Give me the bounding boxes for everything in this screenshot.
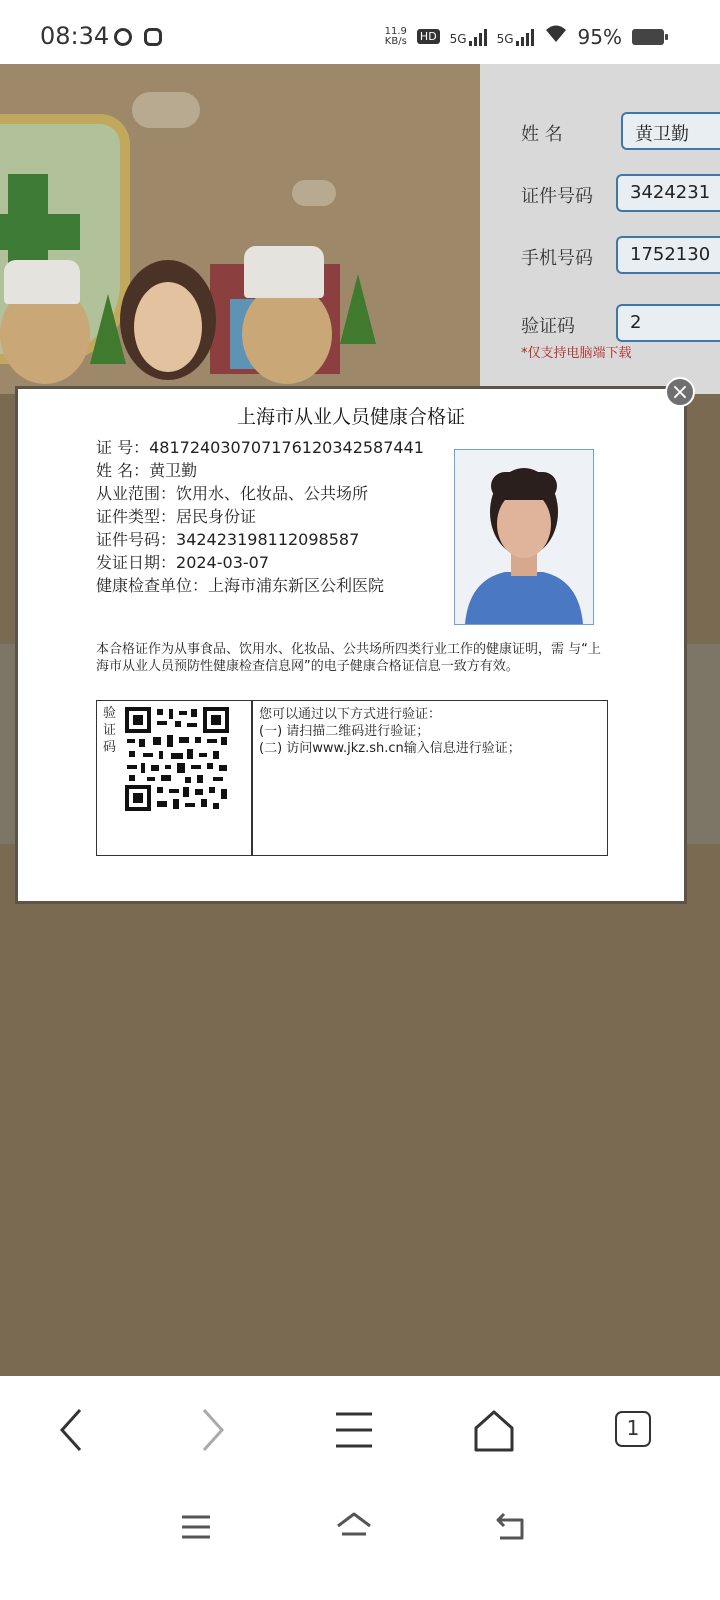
id-photo [454, 449, 594, 625]
home-icon[interactable] [472, 1408, 516, 1456]
wifi-icon [544, 24, 568, 49]
tabs-icon[interactable]: 1 [615, 1411, 651, 1447]
id-type-row: 证件类型：居民身份证 [96, 507, 257, 526]
system-nav-bar [0, 1488, 720, 1600]
net-speed: 11.9 KB/s [384, 25, 407, 47]
system-back-icon[interactable] [494, 1510, 526, 1546]
clock: 08:34 [40, 22, 110, 50]
hero-illustration [0, 64, 480, 394]
signal-1-icon: 5G [450, 28, 487, 46]
issue-date-row: 发证日期：2024-03-07 [96, 553, 269, 572]
name-label: 姓 名 [521, 124, 563, 145]
verify-divider [251, 701, 253, 855]
download-note: *仅支持电脑端下载 [521, 346, 632, 361]
verify-label: 验证码 [103, 706, 117, 755]
qr-code-icon[interactable] [125, 707, 229, 811]
forward-icon[interactable] [198, 1406, 228, 1458]
battery-icon [632, 29, 664, 45]
work-scope-row: 从业范围：饮用水、化妆品、公共场所 [96, 484, 369, 503]
id-number-input[interactable]: 3424231 [616, 174, 720, 212]
id-number-row: 证件号码：342423198112098587 [96, 530, 360, 549]
verify-method-1: (一) 请扫描二维码进行验证； [259, 724, 430, 739]
notification-icon [114, 28, 132, 46]
holder-name-row: 姓 名：黄卫勤 [96, 461, 198, 480]
phone-input[interactable]: 1752130 [616, 236, 720, 274]
certificate-modal [18, 389, 684, 901]
captcha-label: 验证码 [521, 316, 575, 337]
system-home-icon[interactable] [334, 1510, 374, 1546]
verify-method-2[interactable]: (二) 访问www.jkz.sh.cn输入信息进行验证； [259, 741, 521, 756]
verification-box [96, 700, 608, 856]
exam-unit-row: 健康检查单位：上海市浦东新区公利医院 [96, 576, 385, 595]
browser-nav-bar [0, 1376, 720, 1488]
certificate-title: 上海市从业人员健康合格证 [236, 406, 465, 428]
battery-percent: 95% [577, 24, 622, 49]
close-icon[interactable]: × [665, 377, 695, 407]
menu-icon[interactable] [334, 1410, 374, 1454]
hd-icon: HD [417, 29, 440, 44]
certificate-statement: 本合格证作为从事食品、饮用水、化妆品、公共场所四类行业工作的健康证明，需 与“上海市从业人员预防性健康检查信息网”的电子健康合格证信息一致方有效。 [96, 642, 601, 674]
status-bar [0, 0, 720, 64]
app-notification-icon [144, 28, 162, 46]
back-icon[interactable] [56, 1406, 86, 1458]
phone-label: 手机号码 [521, 248, 593, 269]
id-number-label: 证件号码 [521, 186, 593, 207]
recent-apps-icon[interactable] [180, 1514, 212, 1544]
verify-instructions: 您可以通过以下方式进行验证： (一) 请扫描二维码进行验证； (二) 访问www.jkz.sh.cn输入信息进行验证； [259, 707, 521, 756]
cert-number-row: 证 号：48172403070717612034258744​1 [96, 438, 424, 457]
name-input[interactable]: 黄卫勤 [621, 112, 720, 150]
captcha-input[interactable]: 2 [616, 304, 720, 342]
signal-2-icon: 5G [497, 28, 534, 46]
